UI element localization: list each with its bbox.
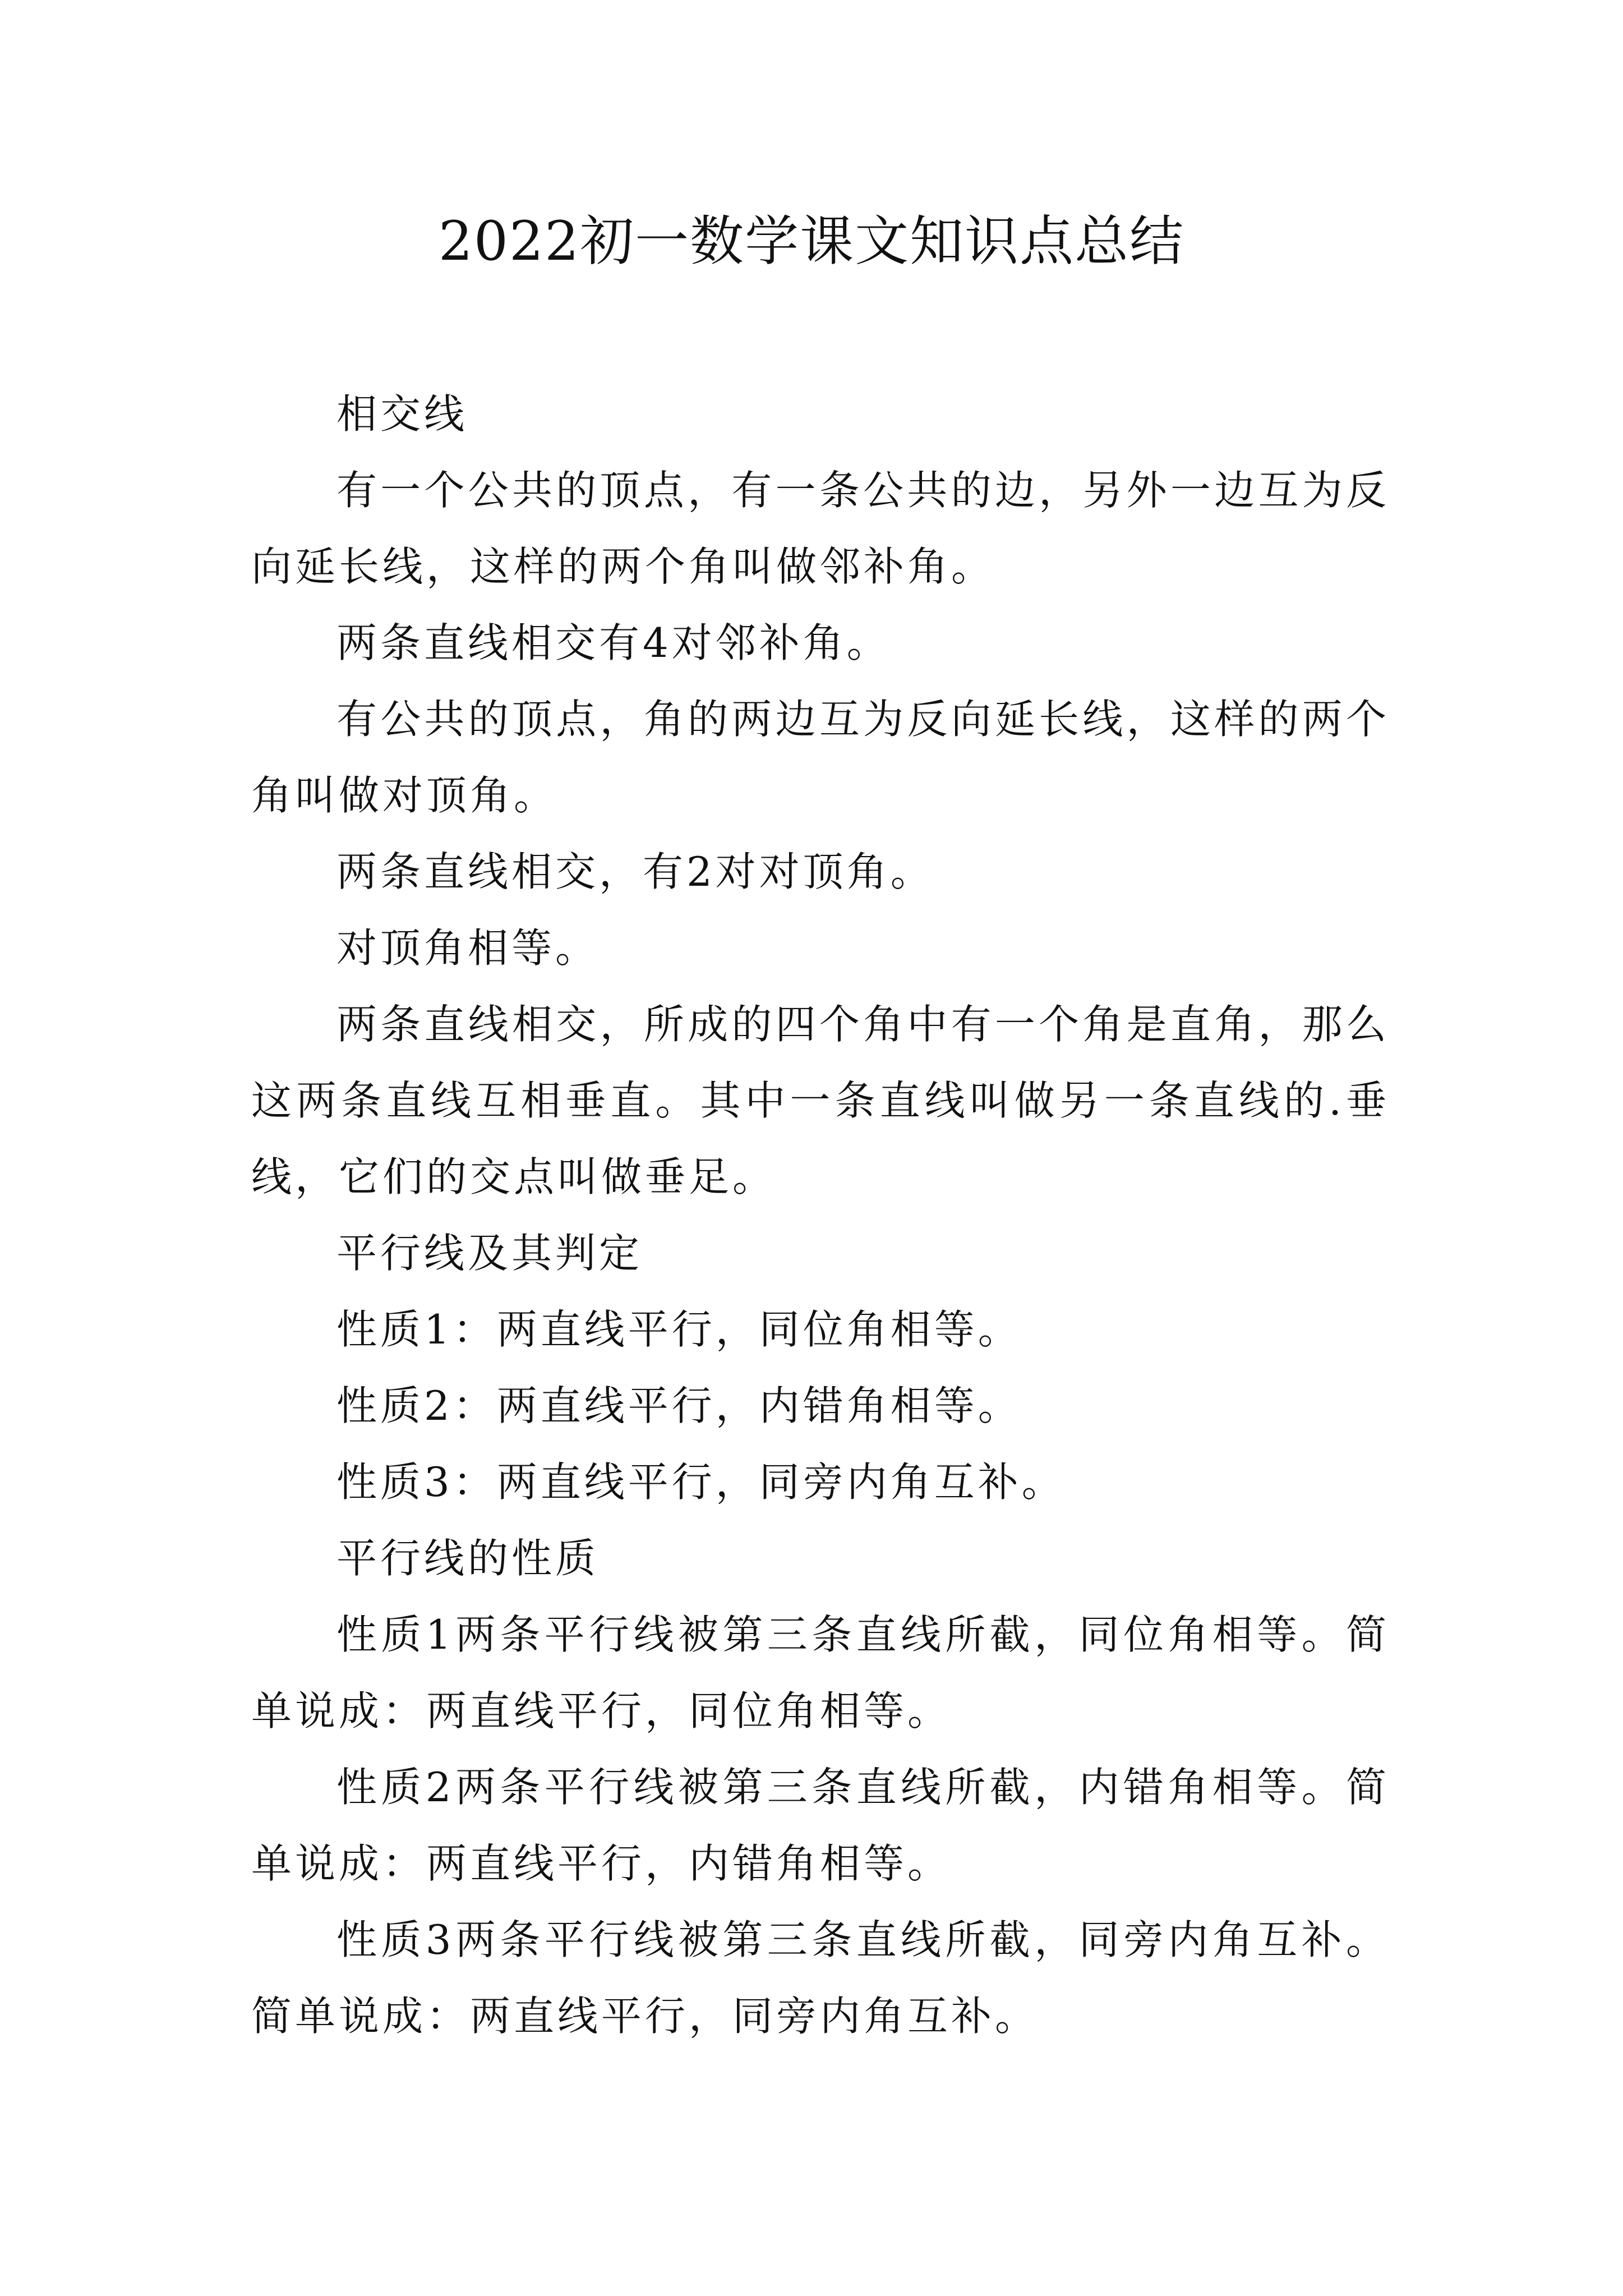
paragraph-heading-intersecting-lines: 相交线 (336, 390, 468, 438)
paragraph: 两条直线相交，所成的四个角中有一个角是直角，那么这两条直线互相垂直。其中一条直线叫做另一条直线的.垂线，它们的交点叫做垂足。 (251, 1001, 1390, 1200)
paragraph-heading-parallel-criteria: 平行线及其判定 (336, 1230, 643, 1277)
paragraph: 性质2两条平行线被第三条直线所截，内错角相等。简单说成：两直线平行，内错角相等。 (251, 1764, 1390, 1887)
paragraph: 有一个公共的顶点，有一条公共的边，另外一边互为反向延长线，这样的两个角叫做邻补角。 (251, 467, 1390, 590)
document-title: 2022初一数学课文知识点总结 (438, 210, 1185, 273)
paragraph: 性质1：两直线平行，同位角相等。 (336, 1306, 1022, 1353)
paragraph: 性质1两条平行线被第三条直线所截，同位角相等。简单说成：两直线平行，同位角相等。 (251, 1611, 1390, 1734)
document-body (251, 376, 1390, 2054)
paragraph: 两条直线相交，有2对对顶角。 (336, 848, 934, 895)
paragraph: 性质2：两直线平行，内错角相等。 (336, 1382, 1022, 1429)
paragraph: 性质3：两直线平行，同旁内角互补。 (336, 1458, 1066, 1506)
paragraph: 有公共的顶点，角的两边互为反向延长线，这样的两个角叫做对顶角。 (251, 696, 1390, 819)
paragraph: 两条直线相交有4对邻补角。 (336, 619, 891, 666)
paragraph: 对顶角相等。 (336, 924, 600, 972)
paragraph: 性质3两条平行线被第三条直线所截，同旁内角互补。简单说成：两直线平行，同旁内角互补。 (251, 1916, 1390, 2040)
paragraph-heading-parallel-properties: 平行线的性质 (336, 1535, 600, 1582)
